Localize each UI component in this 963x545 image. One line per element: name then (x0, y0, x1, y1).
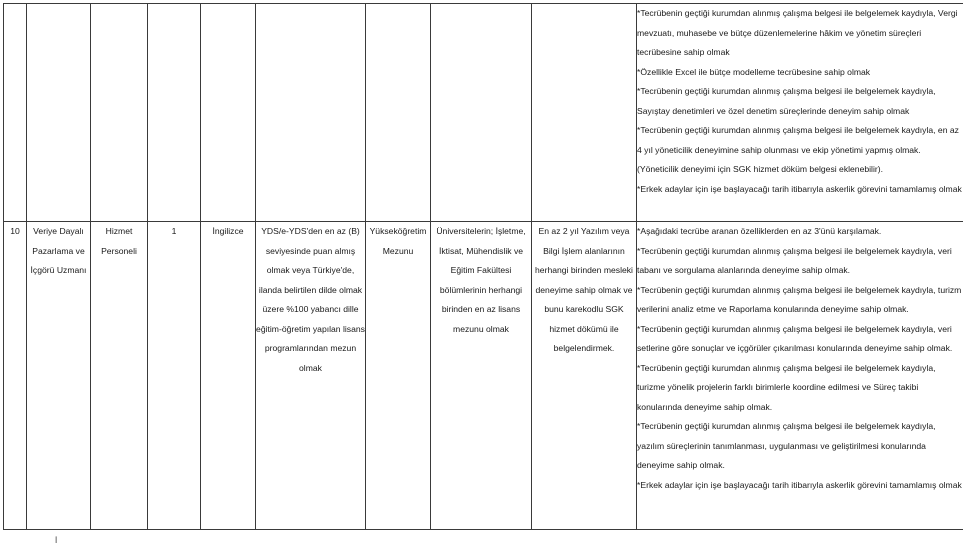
language: İngilizce (201, 222, 256, 530)
qualification-item: *Tecrübenin geçtiği kurumdan alınmış çalışma belgesi ile belgelemek kaydıyla, yazılım süreçlerinin tanımlanması, uygulanması ve geliştirilmesi konularında deneyime sahip olmak. (637, 417, 963, 476)
personnel-type (91, 4, 148, 222)
language-requirement: YDS/e-YDS'den en az (B) seviyesinde puan almış olmak veya Türkiye'de, ilanda belirtilen dilde olmak üzere %100 yabancı dille eğitim-öğretim yapılan lisans programlarından mezun olmak (256, 222, 366, 530)
department-requirement (431, 4, 532, 222)
qualification-item: *Tecrübenin geçtiği kurumdan alınmış çalışma belgesi ile belgelemek kaydıyla, en az 4 yıl yöneticilik deneyimine sahip olunması ve ekip yönetimi yapmış olmak. (Yöneticilik deneyimi için SGK hizmet döküm belgesi eklenebilir). (637, 121, 963, 180)
qualification-item: *Tecrübenin geçtiği kurumdan alınmış çalışma belgesi ile belgelemek kaydıyla, veri tabanı ve sorgulama alanlarında deneyime sahip olmak. (637, 242, 963, 281)
education-level: Yükseköğretim Mezunu (366, 222, 431, 530)
table-row (4, 222, 963, 530)
row-number: 10 (4, 222, 27, 530)
language-requirement (256, 4, 366, 222)
department-requirement: Üniversitelerin; İşletme, İktisat, Mühendislik ve Eğitim Fakültesi bölümlerinin herhangi birinden en az lisans mezunu olmak (431, 222, 532, 530)
position-title (27, 4, 91, 222)
row-number (4, 4, 27, 222)
qualification-item: *Tecrübenin geçtiği kurumdan alınmış çalışma belgesi ile belgelemek kaydıyla, turizme yönelik projelerin farklı birimlerle koordine edilmesi ve Süreç takibi konularında deneyime sahip olmak. (637, 359, 963, 418)
qualification-item: *Tecrübenin geçtiği kurumdan alınmış çalışma belgesi ile belgelemek kaydıyla, turizm verilerini analiz etme ve Raporlama konularında deneyime sahip olmak. (637, 281, 963, 320)
qualification-list (637, 4, 963, 222)
qualification-item: *Özellikle Excel ile bütçe modelleme tecrübesine sahip olmak (637, 63, 963, 83)
experience-requirement (532, 4, 637, 222)
position-count: 1 (148, 222, 201, 530)
experience-requirement: En az 2 yıl Yazılım veya Bilgi İşlem alanlarının herhangi birinden mesleki deneyime sahip olmak ve bunu karekodlu SGK hizmet dökümü ile belgelendirmek. (532, 222, 637, 530)
position-count (148, 4, 201, 222)
education-level (366, 4, 431, 222)
language (201, 4, 256, 222)
qualification-item: *Erkek adaylar için işe başlayacağı tarih itibarıyla askerlik görevini tamamlamış olmak (637, 180, 963, 200)
personnel-type: Hizmet Personeli (91, 222, 148, 530)
qualification-item: *Erkek adaylar için işe başlayacağı tarih itibarıyla askerlik görevini tamamlamış olmak (637, 476, 963, 496)
qualification-item: *Tecrübenin geçtiği kurumdan alınmış çalışma belgesi ile belgelemek kaydıyla, Sayıştay denetimleri ve özel denetim süreçlerinde deneyim sahip olmak (637, 82, 963, 121)
qualification-list (637, 222, 963, 530)
table-row (4, 4, 963, 222)
footer-text: İ (55, 537, 57, 545)
qualification-item: *Tecrübenin geçtiği kurumdan alınmış çalışma belgesi ile belgelemek kaydıyla, veri setlerine göre sonuçlar ve içgörüler çıkarılması konularında deneyime sahip olmak. (637, 320, 963, 359)
qualification-item: *Aşağıdaki tecrübe aranan özelliklerden en az 3'ünü karşılamak. (637, 222, 963, 242)
qualification-item: *Tecrübenin geçtiği kurumdan alınmış çalışma belgesi ile belgelemek kaydıyla, Vergi mevzuatı, muhasebe ve bütçe düzenlemelerine hâkim ve yönetim süreçleri tecrübesine sahip olmak (637, 4, 963, 63)
job-listing-table (3, 3, 963, 530)
position-title: Veriye Dayalı Pazarlama ve İçgörü Uzmanı (27, 222, 91, 530)
